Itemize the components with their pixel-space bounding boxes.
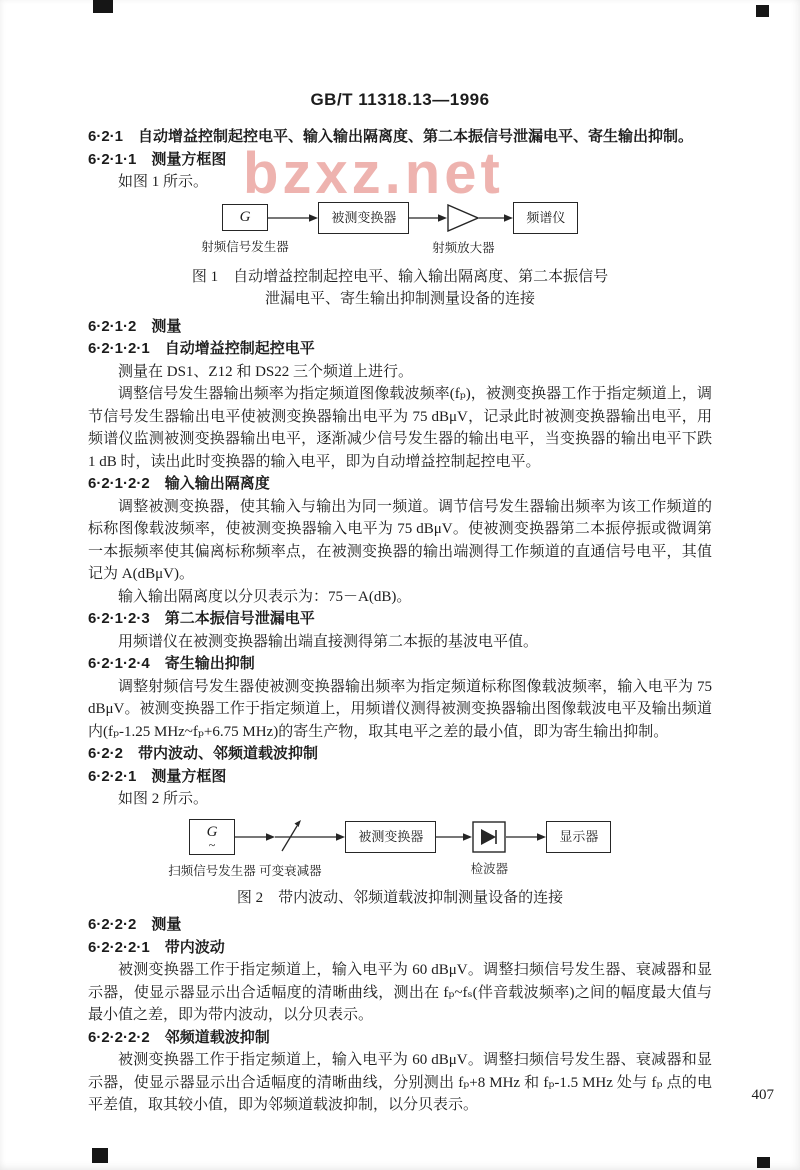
heading-6-2-1-2-2: 6·2·1·2·2 输入输出隔离度 [88,475,270,493]
paragraph: 用频谱仪在被测变换器输出端直接测得第二本振的基波电平值。 [118,633,539,650]
heading-6-2-1-1: 6·2·1·1 测量方框图 [88,150,227,168]
paragraph: 输入输出隔离度以分贝表示为：75－A(dB)。 [118,588,412,605]
page-number: 407 [751,1087,774,1103]
sweep-generator-box [189,819,236,855]
generator-symbol: G [206,823,218,840]
scan-mark [756,5,769,17]
figure-2-caption: 图 2 带内波动、邻频道载波抑制测量设备的连接 [236,889,564,906]
arrow-right-icon [268,213,318,223]
scan-mark [757,1157,770,1168]
figure-2-diagram [88,819,712,878]
figure-1 [88,202,712,311]
variable-attenuator-label: 可变衰减器 [259,863,322,878]
figure-1-diagram [88,202,712,255]
heading-6-2-1-2-3: 6·2·1·2·3 第二本振信号泄漏电平 [88,610,315,628]
paragraph: 如图 2 所示。 [118,791,209,808]
sweep-signal-generator [168,819,256,878]
converter-under-test-box: 被测变换器 [345,821,436,853]
amplifier-icon [447,204,479,232]
heading-6-2-1-2-1: 6·2·1·2·1 自动增益控制起控电平 [88,340,315,358]
heading-6-2-2-2: 6·2·2·2 测量 [88,916,182,934]
signal-generator-box [222,204,269,231]
paragraph: 测量在 DS1、Z12 和 DS22 三个频道上进行。 [118,363,414,380]
heading-6-2-1-2-4: 6·2·1·2·4 寄生输出抑制 [88,655,255,673]
heading-6-2-2: 6·2·2 带内波动、邻频道载波抑制 [88,745,319,763]
spectrum-analyzer [513,202,578,234]
converter-under-test-box: 被测变换器 [318,202,409,234]
display-box: 显示器 [546,821,611,853]
paragraph: 调整信号发生器输出频率为指定频道图像载波频率(fₚ)，被测变换器工作于指定频道上，调节信号发生器输出电平使被测变换器输出电平为 75 dBμV，记录此时被测变换器输出电平，用频谱仪监测被测变换器输出电平，逐渐减少信号发生器的输出电平，当变换器的输出电平下跌 1 dB 时，读出此时变换器的输入电平，即为自动增益控制起控电平。 [88,386,712,470]
paragraph: 调整被测变换器，使其输入与输出为同一频道。调节信号发生器输出频率为该工作频道的标称图像载波频率，使被测变换器输入电平为 75 dBμV。使被测变换器第二本振停振或微调第一本振频率使其偏离标称频率点，在被测变换器的输出端测得工作频道的直通信号电平，其值记为 A(dBμV)。 [88,498,712,583]
paragraph: 调整射频信号发生器使被测变换器输出频率为指定频道标称图像载波频率，输入电平为 75 dBμV。被测变换器工作于指定频道上，用频谱仪测得被测变换器输出图像载波电平及输出频道内(fₚ-1.25 MHz~fₚ+6.75 MHz)的寄生产物，取其电平之差的最小值，即为寄生输出抑制。 [88,678,712,740]
figure-1-caption-line2: 泄漏电平、寄生输出抑制测量设备的连接 [264,291,535,308]
heading-6-2-1-2: 6·2·1·2 测量 [88,317,182,335]
watermark: bzxz.net [243,141,504,206]
rf-amplifier [432,204,495,255]
generator-symbol: G [239,209,251,226]
figure-1-caption-line1: 图 1 自动增益控制起控电平、输入输出隔离度、第二本振信号 [191,268,609,285]
converter-under-test [318,202,409,234]
sweep-generator-label: 扫频信号发生器 [168,863,256,878]
scan-mark [92,1148,108,1163]
standard-number: GB/T 11318.13—1996 [310,90,490,109]
sine-wave-symbol: ~ [208,837,216,852]
rf-signal-generator [201,204,289,255]
converter-under-test [345,821,436,853]
arrow-right-icon [436,832,472,842]
rf-amplifier-label: 射频放大器 [432,240,495,255]
paragraph: 如图 1 所示。 [118,174,209,190]
document-body [0,110,800,1117]
detector [470,821,509,876]
paragraph: 被测变换器工作于指定频道上，输入电平为 60 dBμV。调整扫频信号发生器、衰减器和显示器，使显示器显示出合适幅度的清晰曲线，分别测出 fₚ+8 MHz 和 fₚ-1.5 MHz 处与 fₚ 点的电平差值，取其较小值，即为邻频道载波抑制，以分贝表示。 [88,1052,712,1114]
paragraph: 被测变换器工作于指定频道上，输入电平为 60 dBμV。调整扫频信号发生器、衰减器和显示器，使显示器显示出合适幅度的清晰曲线，测出在 fₚ~fₛ(伴音载波频率)之间的幅度最大值与最小值之差，即为带内波动，以分贝表示。 [88,962,712,1024]
rf-signal-generator-label: 射频信号发生器 [201,240,289,255]
heading-6-2-2-2-2: 6·2·2·2·2 邻频道载波抑制 [88,1028,270,1046]
arrow-right-icon [479,213,513,223]
variable-attenuator-icon [275,819,305,855]
variable-attenuator [259,819,322,878]
figure-2 [88,819,712,910]
heading-6-2-2-2-1: 6·2·2·2·1 带内波动 [88,938,225,956]
arrow-right-icon [506,832,546,842]
spectrum-analyzer-box: 频谱仪 [513,202,578,234]
heading-6-2-1: 6·2·1 自动增益控制起控电平、输入输出隔离度、第二本振信号泄漏电平、寄生输出抑制。 [88,128,694,145]
arrow-right-icon [235,832,275,842]
detector-icon [472,821,506,853]
scan-mark [93,0,113,13]
heading-6-2-2-1: 6·2·2·1 测量方框图 [88,767,227,785]
detector-label: 检波器 [470,861,509,876]
arrow-right-icon [305,832,345,842]
arrow-right-icon [409,213,447,223]
display-device [546,821,611,853]
